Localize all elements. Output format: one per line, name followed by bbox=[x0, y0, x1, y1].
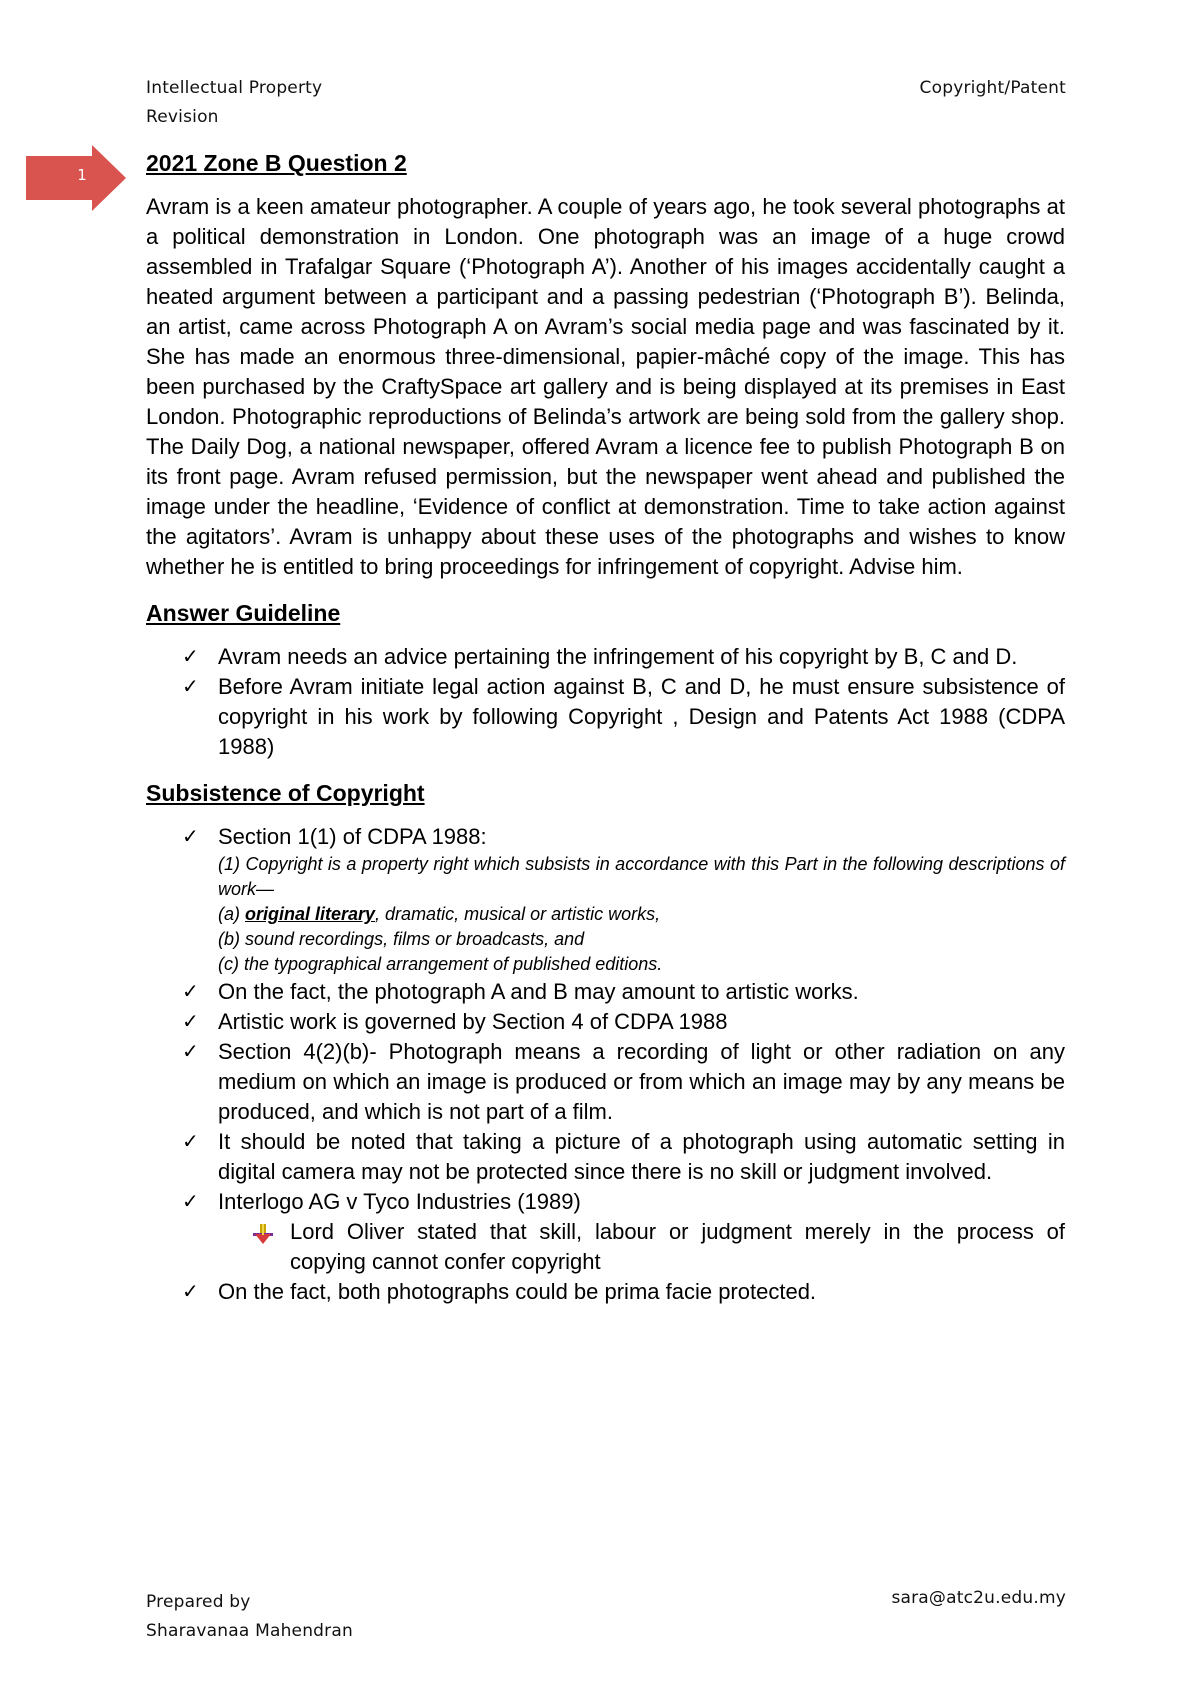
list-item bbox=[146, 822, 1065, 977]
comment-marker-label: 1 bbox=[77, 166, 87, 184]
checkmark-icon: ✓ bbox=[182, 826, 199, 848]
list-item-text: Section 4(2)(b)- Photograph means a recording of light or other radiation on any medium on which an image is produced or from which an image may by any means be produced, and which is not part of a film. bbox=[218, 1039, 1065, 1124]
down-arrow-bullet-icon bbox=[252, 1223, 274, 1245]
main-content bbox=[146, 148, 1065, 1307]
list-item bbox=[146, 1037, 1065, 1127]
case-sublist bbox=[218, 1217, 1065, 1277]
list-item bbox=[146, 672, 1065, 762]
checkmark-icon: ✓ bbox=[182, 1281, 199, 1303]
footer-left bbox=[146, 1588, 353, 1646]
checkmark-icon: ✓ bbox=[182, 1041, 199, 1063]
answer-guideline-heading: Answer Guideline bbox=[146, 600, 341, 626]
header-type: Revision bbox=[146, 107, 219, 127]
quote-a-prefix: (a) bbox=[218, 904, 245, 924]
sub-list-item bbox=[218, 1217, 1065, 1277]
list-item-text: On the fact, the photograph A and B may amount to artistic works. bbox=[218, 979, 859, 1004]
answer-list bbox=[146, 642, 1065, 762]
list-item-text: Before Avram initiate legal action against B, C and D, he must ensure subsistence of copyright in his work by following Copyright , Design and Patents Act 1988 (CDPA 1988) bbox=[218, 674, 1065, 759]
sub-list-item-text: Lord Oliver stated that skill, labour or judgment merely in the process of copying cannot confer copyright bbox=[290, 1219, 1065, 1274]
list-item-text: Artistic work is governed by Section 4 of CDPA 1988 bbox=[218, 1009, 728, 1034]
list-item-text: Avram needs an advice pertaining the infringement of his copyright by B, C and D. bbox=[218, 644, 1018, 669]
list-item bbox=[146, 1127, 1065, 1187]
list-item-text: It should be noted that taking a picture of a photograph using automatic setting in digital camera may not be protected since there is no skill or judgment involved. bbox=[218, 1129, 1065, 1184]
quote-a-emphasis: original literary bbox=[245, 904, 376, 924]
list-item bbox=[146, 642, 1065, 672]
statute-quote bbox=[218, 852, 1065, 977]
quote-line: (1) Copyright is a property right which subsists in accordance with this Part in the following descriptions of work— bbox=[218, 854, 1065, 899]
list-item bbox=[146, 1007, 1065, 1037]
question-body: Avram is a keen amateur photographer. A couple of years ago, he took several photographs at a political demonstration in London. One photograph was an image of a huge crowd assembled in Trafalgar Square (‘Photograph A’). Another of his images accidentally caught a heated argument between a participant and a passing pedestrian (‘Photograph B’). Belinda, an artist, came across Photograph A on Avram’s social media page and was fascinated by it. She has made an enormous three-dimensional, papier-mâché copy of the image. This has been purchased by the CraftySpace art gallery and is being displayed at its premises in East London. Photographic reproductions of Belinda’s artwork are being sold from the gallery shop. The Daily Dog, a national newspaper, offered Avram a licence fee to publish Photograph B on its front page. Avram refused permission, but the newspaper went ahead and published the image under the headline, ‘Evidence of conflict at demonstration. Time to take action against the agitators’. Avram is unhappy about these uses of the photographs and wishes to know whether he is entitled to bring proceedings for infringement of copyright. Advise him. bbox=[146, 194, 1065, 579]
subsistence-heading: Subsistence of Copyright bbox=[146, 780, 425, 806]
footer-email[interactable]: sara@atc2u.edu.my bbox=[891, 1588, 1066, 1608]
list-item bbox=[146, 977, 1065, 1007]
header-left bbox=[146, 74, 322, 132]
checkmark-icon: ✓ bbox=[182, 981, 199, 1003]
footer-author: Sharavanaa Mahendran bbox=[146, 1621, 353, 1641]
checkmark-icon: ✓ bbox=[182, 1191, 199, 1213]
quote-line-c: (c) the typographical arrangement of published editions. bbox=[218, 954, 663, 974]
question-title: 2021 Zone B Question 2 bbox=[146, 150, 407, 176]
header-topic: Copyright/Patent bbox=[919, 78, 1066, 98]
quote-line-a bbox=[218, 902, 1065, 927]
footer-prepared-by: Prepared by bbox=[146, 1592, 251, 1612]
quote-line-b: (b) sound recordings, films or broadcasts, and bbox=[218, 929, 585, 949]
list-item bbox=[146, 1277, 1065, 1307]
list-item-text: Interlogo AG v Tyco Industries (1989) bbox=[218, 1189, 581, 1214]
list-item-text: Section 1(1) of CDPA 1988: bbox=[218, 824, 487, 849]
subsistence-list bbox=[146, 822, 1065, 1307]
list-item-text: On the fact, both photographs could be prima facie protected. bbox=[218, 1279, 817, 1304]
checkmark-icon: ✓ bbox=[182, 1011, 199, 1033]
checkmark-icon: ✓ bbox=[182, 646, 199, 668]
quote-a-rest: , dramatic, musical or artistic works, bbox=[375, 904, 661, 924]
checkmark-icon: ✓ bbox=[182, 676, 199, 698]
list-item bbox=[146, 1187, 1065, 1277]
header-subject: Intellectual Property bbox=[146, 78, 323, 98]
checkmark-icon: ✓ bbox=[182, 1131, 199, 1153]
